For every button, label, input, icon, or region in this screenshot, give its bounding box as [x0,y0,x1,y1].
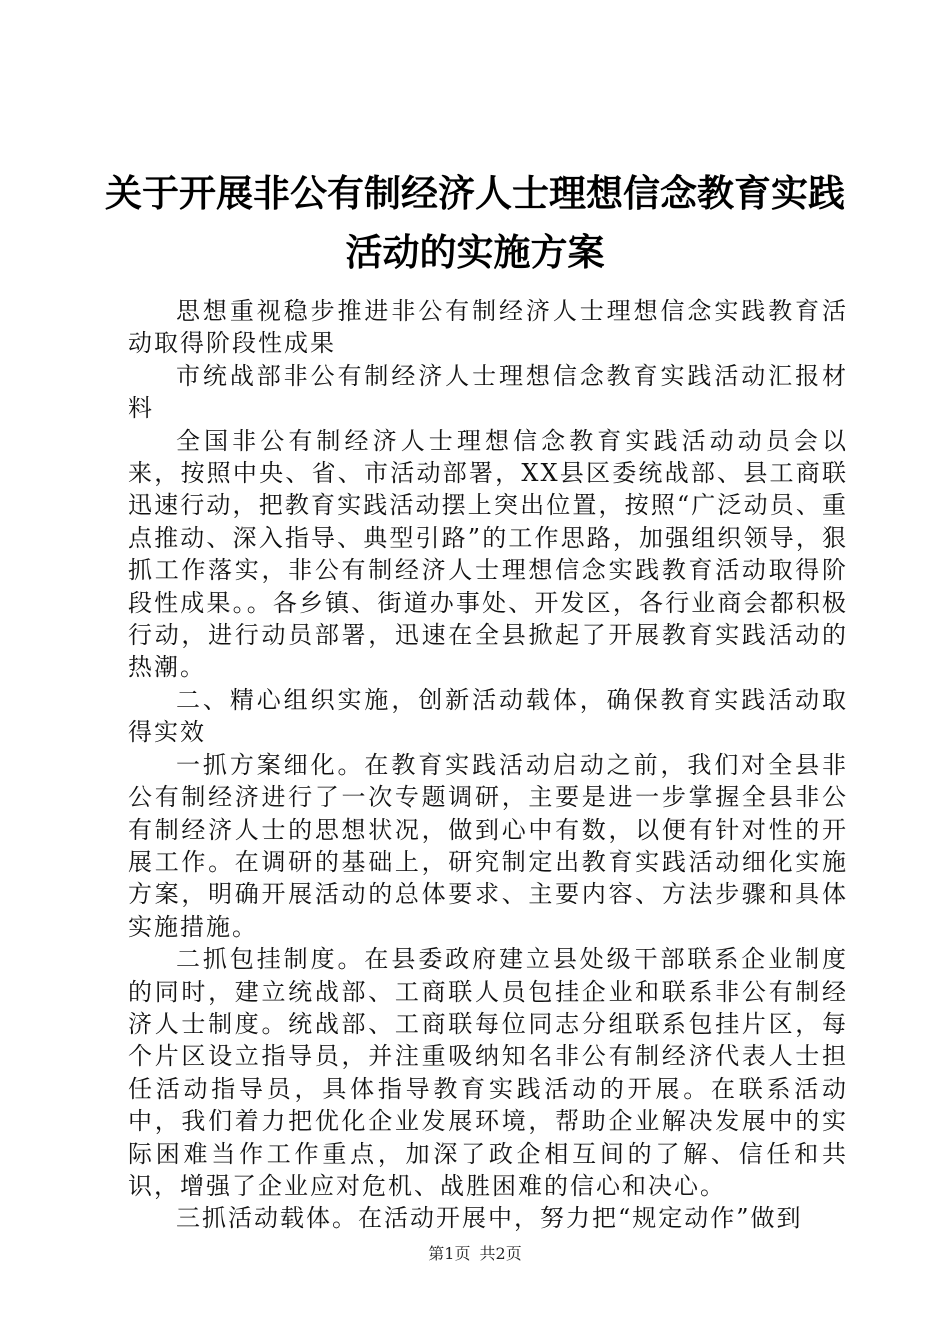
paragraph: 思想重视稳步推进非公有制经济人士理想信念实践教育活动取得阶段性成果 [128,297,848,358]
paragraph: 二抓包挂制度。在县委政府建立县处级干部联系企业制度的同时，建立统战部、工商联人员包挂企业和联系非公有制经济人士制度。统战部、工商联每位同志分组联系包挂片区，每个片区设立指导员，并注重吸纳知名非公有制经济代表人士担任活动指导员，具体指导教育实践活动的开展。在联系活动中，我们着力把优化企业发展环境，帮助企业解决发展中的实际困难当作工作重点，加深了政企相互间的了解、信任和共识，增强了企业应对危机、战胜困难的信心和决心。 [128,945,848,1200]
paragraph: 一抓方案细化。在教育实践活动启动之前，我们对全县非公有制经济进行了一次专题调研，主要是进一步掌握全县非公有制经济人士的思想状况，做到心中有数，以便有针对性的开展工作。在调研的基础上，研究制定出教育实践活动细化实施方案，明确开展活动的总体要求、主要内容、方法步骤和具体实施措施。 [128,750,848,941]
paragraph: 三抓活动载体。在活动开展中，努力把“规定动作”做到 [176,1204,803,1233]
page-total: 共2页 [479,1244,522,1263]
document-body [128,295,848,1235]
paragraph: 全国非公有制经济人士理想信念教育实践活动动员会以来，按照中央、省、市活动部署，XX县区委统战部、县工商联迅速行动，把教育实践活动摆上突出位置，按照“广泛动员、重点推动、深入指导、典型引路”的工作思路，加强组织领导，狠抓工作落实，非公有制经济人士理想信念实践教育活动取得阶段性成果。。各乡镇、街道办事处、开发区，各行业商会都积极行动，进行动员部署，迅速在全县掀起了开展教育实践活动的热潮。 [128,426,848,682]
document-title-line-1: 关于开展非公有制经济人士理想信念教育实践 [105,172,845,215]
paragraph: 市统战部非公有制经济人士理想信念教育实践活动汇报材料 [128,361,848,423]
page-number: 第1页 [428,1244,471,1263]
paragraph: 二、精心组织实施，创新活动载体，确保教育实践活动取得实效 [128,685,848,747]
page-footer [0,1241,950,1264]
document-title-line-2: 活动的实施方案 [345,231,605,274]
